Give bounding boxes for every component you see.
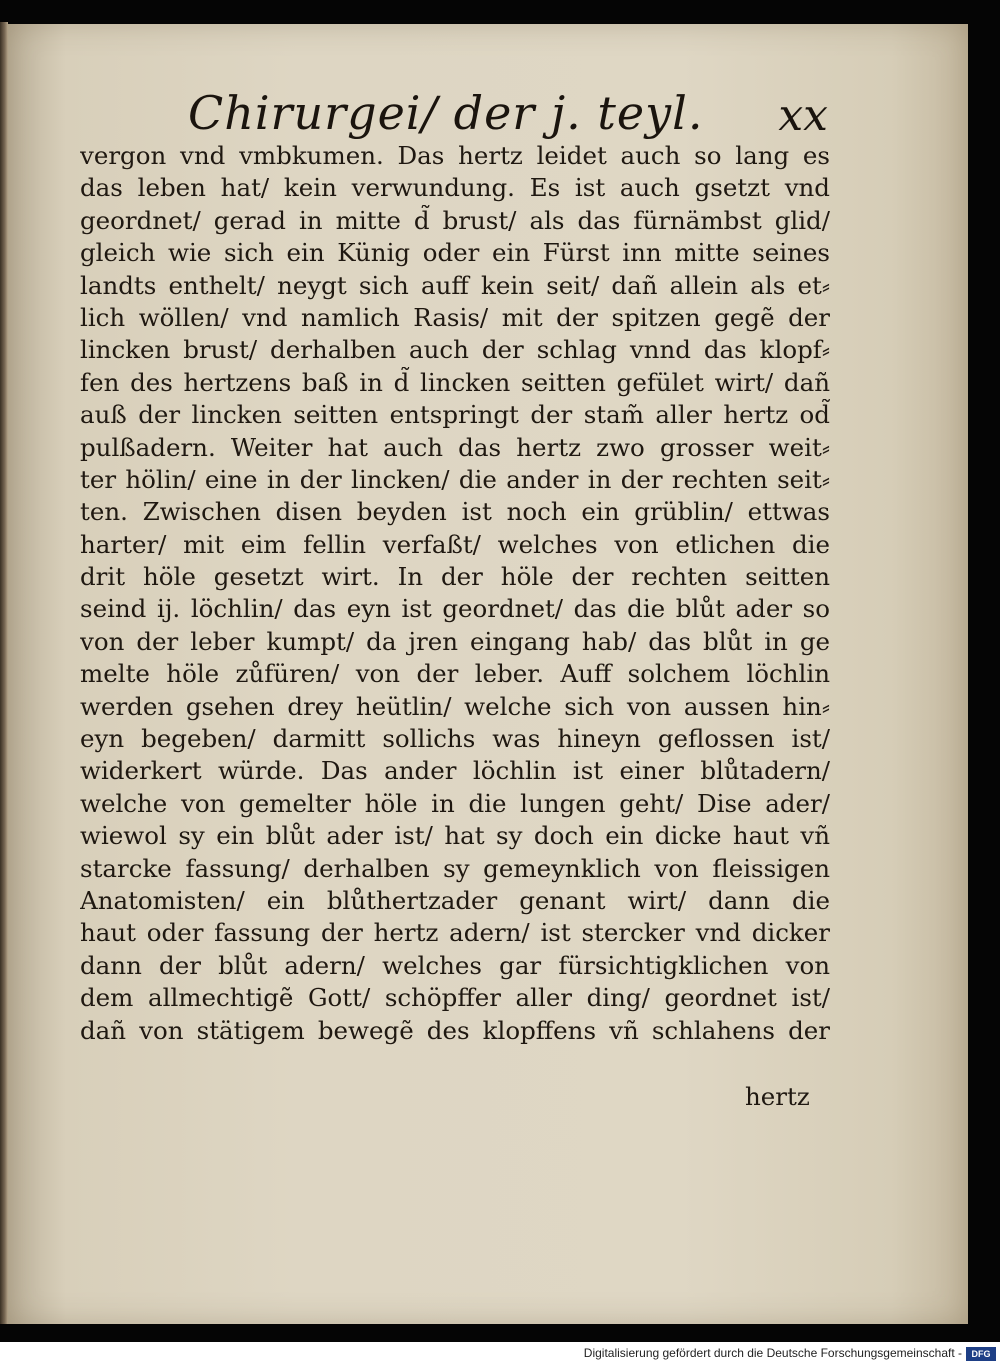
text-line: werden gsehen drey heütlin/ welche sich von aussen hin⸗	[80, 691, 830, 721]
text-line: vergon vnd vmbkumen. Das hertz leidet auch so lang es	[80, 141, 830, 170]
text-line: lich wöllen/ vnd namlich Rasis/ mit der spitzen gegẽ der	[80, 302, 830, 332]
text-line: dañ von stätigem bewegẽ des klopffens vñ schlahens der	[80, 1015, 830, 1045]
text-line: pulßadern. Weiter hat auch das hertz zwo grosser weit⸗	[80, 432, 830, 462]
digitization-footer	[0, 1342, 1000, 1366]
text-line: gleich wie sich ein Künig oder ein Fürst inn mitte seines	[80, 238, 830, 268]
funding-credit: Digitalisierung gefördert durch die Deutsche Forschungsgemeinschaft -	[583, 1346, 962, 1360]
text-line: starcke fassung/ derhalben sy gemeynklich von fleissigen	[80, 853, 830, 883]
text-line: eyn begeben/ darmitt sollichs was hineyn geflossen ist/	[80, 724, 830, 754]
text-line: ten. Zwischen disen beyden ist noch ein grüblin/ ettwas	[80, 497, 830, 527]
dfg-logo-icon: DFG	[966, 1347, 996, 1361]
running-title: Chirurgei/ der j. teyl.	[188, 86, 704, 140]
text-line: melte höle zůfüren/ von der leber. Auff solchem löchlin	[80, 659, 830, 689]
catchword: hertz	[745, 1082, 810, 1111]
text-line: dann der blůt adern/ welches gar fürsichtigklichen von	[80, 950, 830, 980]
text-line: ter hölin/ eine in der lincken/ die ander in der rechten seit⸗	[80, 464, 830, 494]
text-line: landts enthelt/ neygt sich auff kein seit/ dañ allein als et⸗	[80, 270, 830, 300]
text-line: lincken brust/ derhalben auch der schlag vnnd das klopf⸗	[80, 335, 830, 365]
text-line: welche von gemelter höle in die lungen geht/ Dise ader/	[80, 788, 830, 818]
text-line: drit höle gesetzt wirt. In der höle der rechten seitten	[80, 562, 830, 592]
body-text	[80, 140, 830, 1047]
folio-number: xx	[778, 90, 828, 141]
text-line: wiewol sy ein blůt ader ist/ hat sy doch ein dicke haut vñ	[80, 821, 830, 851]
text-line: haut oder fassung der hertz adern/ ist stercker vnd dicker	[80, 918, 830, 948]
text-line: fen des hertzens baß in d̃ lincken seitten gefület wirt/ dañ	[80, 367, 830, 397]
text-line: Anatomisten/ ein blůthertzader genant wirt/ dann die	[80, 885, 830, 915]
text-line: widerkert würde. Das ander löchlin ist einer blůtadern/	[80, 756, 830, 786]
text-line: seind ij. löchlin/ das eyn ist geordnet/ das die blůt ader so	[80, 594, 830, 624]
text-line: das leben hat/ kein verwundung. Es ist auch gsetzt vnd	[80, 173, 830, 203]
text-line: dem allmechtigẽ Gott/ schöpffer aller ding/ geordnet ist/	[80, 983, 830, 1013]
text-line: geordnet/ gerad in mitte d̃ brust/ als das fürnämbst glid/	[80, 205, 830, 235]
text-line: von der leber kumpt/ da jren eingang hab/ das blůt in ge	[80, 626, 830, 656]
page-edge	[0, 22, 8, 1324]
text-line: auß der lincken seitten entspringt der stam̃ aller hertz od̃	[80, 400, 830, 430]
text-line: harter/ mit eim fellin verfaßt/ welches von etlichen die	[80, 529, 830, 559]
